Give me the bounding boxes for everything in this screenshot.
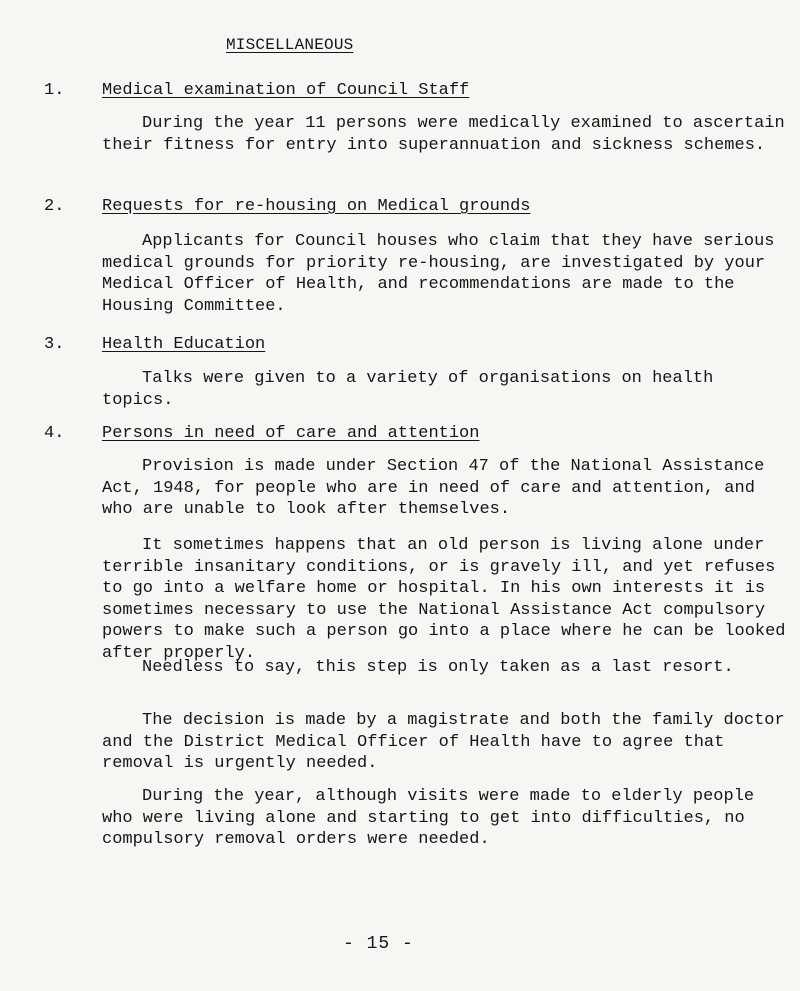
- section-number: 1.: [44, 81, 65, 100]
- section-heading: Requests for re-housing on Medical grounds: [102, 197, 531, 216]
- page-number: - 15 -: [343, 934, 414, 954]
- section-number: 3.: [44, 335, 65, 354]
- section-paragraph: During the year 11 persons were medically examined to ascertain their fitness for entry into superannuation and sickness schemes.: [102, 114, 785, 155]
- document-title: MISCELLANEOUS: [226, 36, 354, 54]
- section-paragraph: Applicants for Council houses who claim that they have serious medical grounds for priority re-housing, are investigated by your Medical Officer of Health, and recommendations are made to the Housing Committee.: [102, 232, 775, 316]
- section-paragraph: It sometimes happens that an old person is living alone under terrible insanitary conditions, or is gravely ill, and yet refuses to go into a welfare home or hospital. In his own interests it is sometimes necessary to use the National Assistance Act compulsory powers to make such a person go into a place where he can be looked after properly.: [102, 536, 786, 663]
- section-heading: Medical examination of Council Staff: [102, 81, 470, 100]
- section-heading: Persons in need of care and attention: [102, 424, 480, 443]
- section-heading: Health Education: [102, 335, 266, 354]
- section-paragraph: Needless to say, this step is only taken as a last resort.: [142, 658, 734, 677]
- section-number: 4.: [44, 424, 65, 443]
- section-paragraph: Provision is made under Section 47 of the National Assistance Act, 1948, for people who are in need of care and attention, and who are unable to look after themselves.: [102, 457, 765, 519]
- section-paragraph: Talks were given to a variety of organisations on health topics.: [102, 369, 714, 410]
- section-paragraph: During the year, although visits were made to elderly people who were living alone and starting to get into difficulties, no compulsory removal orders were needed.: [102, 787, 755, 849]
- section-number: 2.: [44, 197, 65, 216]
- section-paragraph: The decision is made by a magistrate and both the family doctor and the District Medical Officer of Health have to agree that removal is urgently needed.: [102, 711, 785, 773]
